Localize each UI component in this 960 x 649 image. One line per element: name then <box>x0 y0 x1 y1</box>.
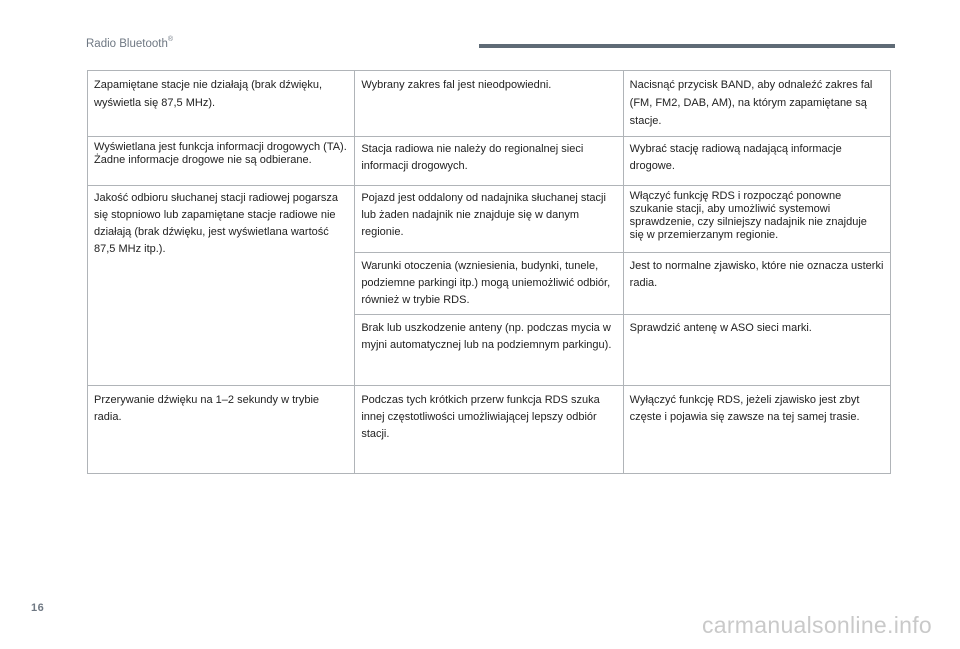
solution-text: Jest to normalne zjawisko, które nie oznacza usterki radia. <box>629 260 884 289</box>
table-row <box>88 186 891 253</box>
cause-text: Brak lub uszkodzenie anteny (np. podczas mycia w myjni automatycznej lub na podziemnym parkingu). <box>361 322 612 351</box>
cause-cell <box>355 137 623 186</box>
problem-cell <box>88 386 355 474</box>
solution-cell <box>623 71 890 137</box>
page-number: 16 <box>31 602 45 614</box>
troubleshooting-table <box>87 70 891 474</box>
table-row <box>88 137 891 186</box>
table-row <box>88 386 891 474</box>
problem-text: Wyświetlana jest funkcja informacji drogowych (TA). Żadne informacje drogowe nie są odbierane. <box>94 141 347 166</box>
problem-text: Przerywanie dźwięku na 1–2 sekundy w trybie radia. <box>94 394 320 423</box>
solution-text: Sprawdzić antenę w ASO sieci marki. <box>629 322 812 334</box>
cause-text: Stacja radiowa nie należy do regionalnej sieci informacji drogowych. <box>361 143 584 172</box>
cause-cell <box>355 71 623 137</box>
solution-text: Wyłączyć funkcję RDS, jeżeli zjawisko jest zbyt częste i pojawia się zawsze na tej samej trasie. <box>629 394 860 423</box>
problem-cell <box>88 137 355 186</box>
registered-mark: ® <box>167 36 174 43</box>
header-bar <box>479 44 895 48</box>
cause-text: Pojazd jest oddalony od nadajnika słuchanej stacji lub żaden nadajnik nie znajduje się w danym regionie. <box>361 192 606 238</box>
cause-text: Wybrany zakres fal jest nieodpowiedni. <box>361 79 552 91</box>
solution-cell <box>623 186 890 253</box>
table-row <box>88 71 891 137</box>
solution-cell <box>623 315 890 386</box>
section-title <box>86 38 173 50</box>
problem-cell <box>88 71 355 137</box>
solution-text: Wybrać stację radiową nadającą informacje drogowe. <box>629 143 842 172</box>
cause-cell <box>355 386 623 474</box>
cause-cell <box>355 253 623 315</box>
solution-cell <box>623 253 890 315</box>
section-title-text: Radio Bluetooth <box>86 38 168 50</box>
solution-cell <box>623 386 890 474</box>
solution-cell <box>623 137 890 186</box>
solution-text: Nacisnąć przycisk BAND, aby odnaleźć zakres fal (FM, FM2, DAB, AM), na którym zapamiętane są stacje. <box>629 79 873 127</box>
cause-cell <box>355 186 623 253</box>
cause-text: Warunki otoczenia (wzniesienia, budynki, tunele, podziemne parkingi itp.) mogą uniemożliwić odbiór, również w trybie RDS. <box>361 260 611 306</box>
cause-cell <box>355 315 623 386</box>
watermark: carmanualsonline.info <box>701 612 932 638</box>
problem-text: Jakość odbioru słuchanej stacji radiowej pogarsza się stopniowo lub zapamiętane stacje radiowe nie działają (brak dźwięku, jest wyświetlana wartość 87,5 MHz itp.). <box>94 192 338 255</box>
solution-text: Włączyć funkcję RDS i rozpocząć ponowne szukanie stacji, aby umożliwić systemowi sprawdzenie, czy silniejszy nadajnik nie znajduje się w przemierzanym regionie. <box>629 190 867 241</box>
cause-text: Podczas tych krótkich przerw funkcja RDS szuka innej częstotliwości umożliwiającej lepszy odbiór stacji. <box>361 394 600 440</box>
problem-cell <box>88 186 355 386</box>
problem-text: Zapamiętane stacje nie działają (brak dźwięku, wyświetla się 87,5 MHz). <box>94 79 323 109</box>
